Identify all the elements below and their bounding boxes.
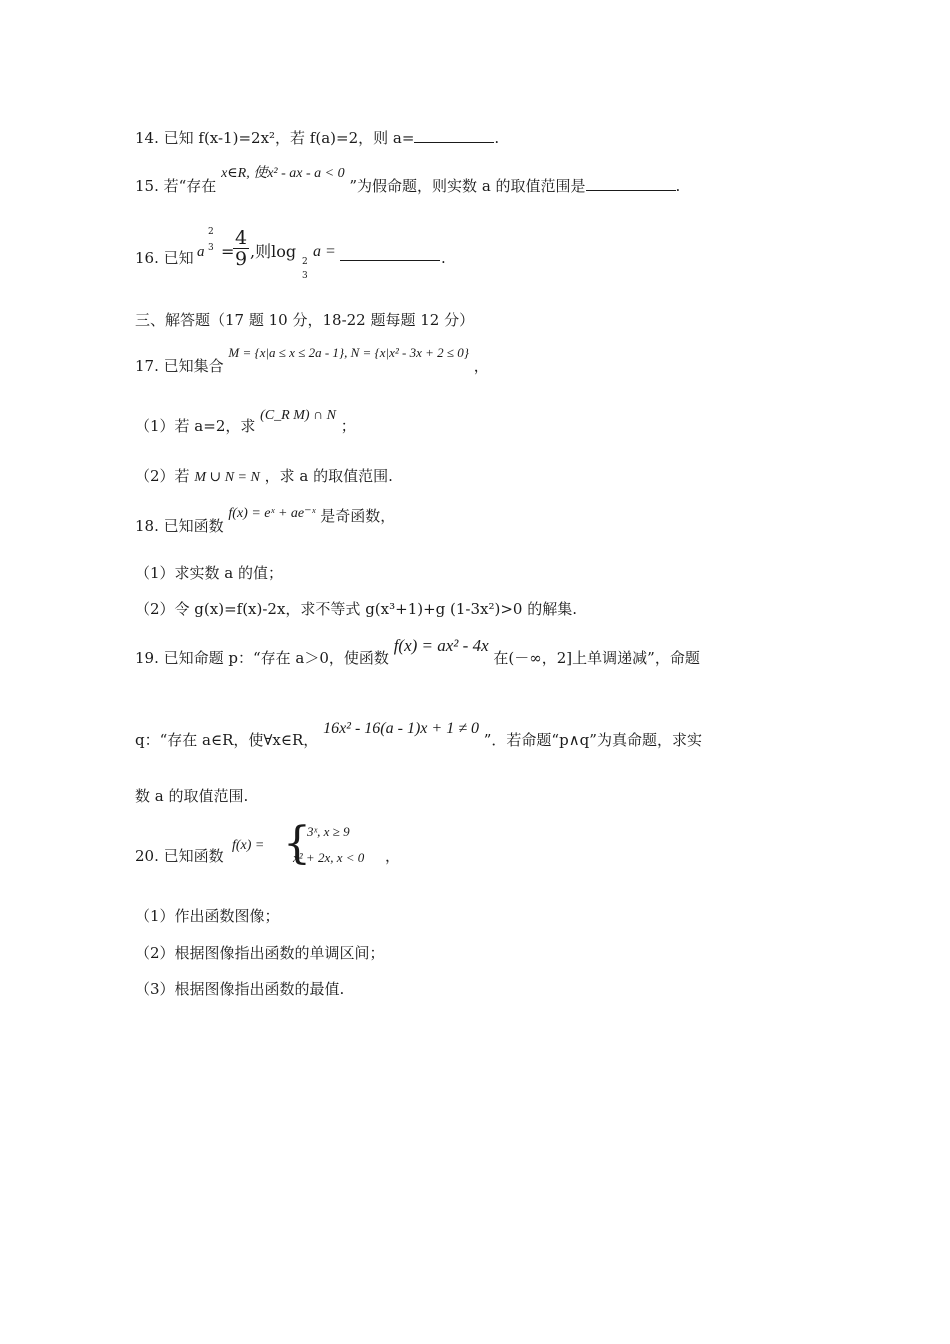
- q17-text: 17. 已知集合: [135, 357, 224, 375]
- q19-text: 19. 已知命题 p：“存在 a＞0，使函数: [135, 649, 389, 667]
- q17-end: ，: [473, 357, 489, 375]
- q17-part1: [135, 404, 356, 434]
- answer-blank: [414, 128, 494, 143]
- q17-p1-text: （1）若 a=2，求: [135, 417, 256, 435]
- q19-math2: 16x² - 16(a - 1)x + 1 ≠ 0: [323, 720, 479, 737]
- q19-line3: 数 a 的取值范围.: [135, 787, 249, 805]
- q17-p2-text: （2）若: [135, 467, 190, 485]
- q16-exp-num: 2: [208, 227, 214, 237]
- q16-frac-num: 4: [235, 227, 248, 249]
- q16-fraction: [233, 228, 249, 269]
- q17-p2-end: ，求 a 的取值范围.: [264, 467, 393, 485]
- q14-end: .: [494, 129, 500, 147]
- question-14: [135, 128, 499, 148]
- q15-text-suffix: ”为假命题，则实数 a 的取值范围是: [349, 177, 586, 195]
- q17-p1-end: ；: [340, 417, 356, 435]
- q16-base: a: [197, 244, 205, 260]
- q18-part2: （2）令 g(x)=f(x)-2x，求不等式 g(x³+1)+g (1-3x²)>0 的解集.: [135, 600, 578, 618]
- q16-log-base-num: 2: [302, 257, 308, 267]
- q19-line2-suffix: ”．若命题“p∧q”为真命题，求实: [483, 731, 702, 749]
- q20-part1: （1）作出函数图像；: [135, 907, 280, 925]
- q15-text: 15. 若“存在: [135, 177, 217, 195]
- q20-part2: （2）根据图像指出函数的单调区间；: [135, 944, 385, 962]
- question-19: [135, 636, 700, 668]
- answer-blank: [340, 246, 440, 261]
- q20-case1: 3ˣ, x ≥ 9: [307, 824, 350, 839]
- q19-text-suffix: 在(－∞，2]上单调递减”，命题: [493, 649, 700, 667]
- q14-text: 14. 已知 f(x-1)=2x²，若 f(a)=2，则 a=: [135, 129, 415, 147]
- q16-exp-den: 3: [208, 243, 214, 253]
- q17-math: M = {x|a ≤ x ≤ 2a - 1}, N = {x|x² - 3x + 2 ≤ 0}: [228, 345, 469, 360]
- q17-p2-math: M ∪ N = N: [194, 470, 260, 485]
- question-18: [135, 502, 395, 538]
- q16-equals: =: [221, 242, 235, 261]
- q16-after: a =: [313, 243, 336, 260]
- q15-math: x∈R, 使x² - ax - a < 0: [221, 166, 345, 181]
- q15-end: .: [675, 177, 681, 195]
- q18-math: f(x) = eˣ + ae⁻ˣ: [228, 506, 316, 521]
- question-17: [135, 340, 489, 380]
- q18-part1: （1）求实数 a 的值；: [135, 564, 284, 582]
- answer-blank: [586, 176, 676, 191]
- q18-end: 是奇函数，: [320, 507, 396, 525]
- section-heading: 三、解答题（17 题 10 分，18-22 题每题 12 分）: [135, 311, 475, 329]
- q19-line2: [135, 718, 702, 750]
- q20-case2: x² + 2x, x < 0: [293, 850, 365, 865]
- q20-fx: f(x) =: [232, 838, 265, 853]
- question-15: [135, 164, 680, 204]
- q20-end: ，: [385, 847, 401, 865]
- q20-text: 20. 已知函数: [135, 847, 224, 865]
- q19-line2-text: q：“存在 a∈R，使∀x∈R，: [135, 731, 319, 749]
- q17-part2: [135, 466, 393, 488]
- q17-p1-math: (C_R M) ∩ N: [260, 408, 336, 423]
- q16-log: ,则log: [250, 242, 297, 261]
- q16-log-base-den: 3: [302, 271, 308, 281]
- q16-text: 16. 已知: [135, 249, 194, 267]
- q19-math1: f(x) = ax² - 4x: [393, 636, 489, 655]
- q16-frac-den: 9: [235, 248, 248, 270]
- q20-part3: （3）根据图像指出函数的最值.: [135, 980, 345, 998]
- q18-text: 18. 已知函数: [135, 517, 224, 535]
- q16-end: .: [441, 249, 446, 267]
- brace-icon: {: [283, 818, 311, 869]
- question-16: [135, 222, 446, 282]
